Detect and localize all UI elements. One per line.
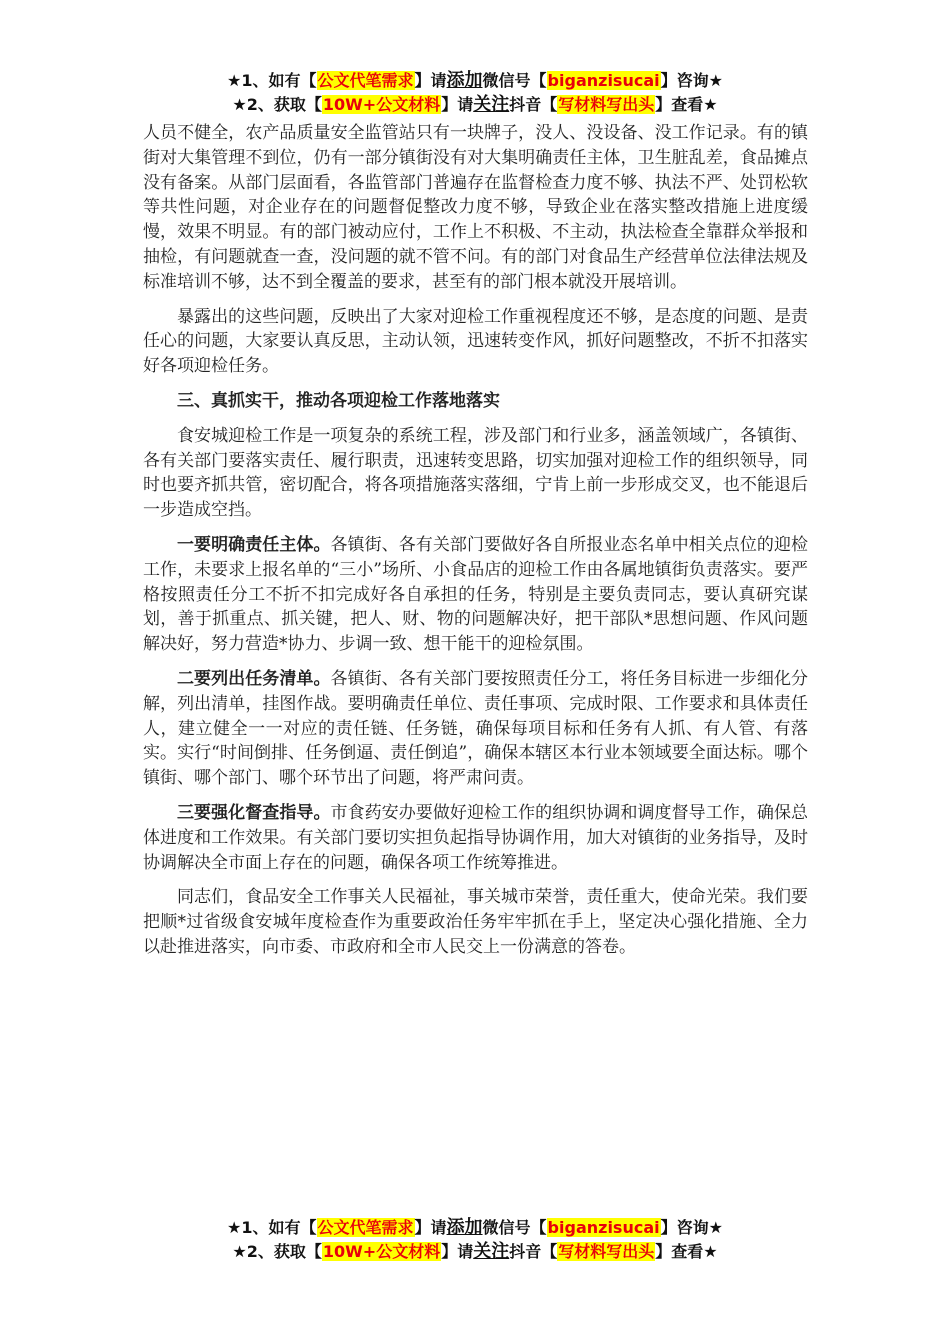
document-body [143, 121, 808, 970]
footer-banner [0, 1216, 950, 1264]
banner-emphasis-add: 添加 [446, 70, 483, 91]
banner-emphasis-add: 添加 [446, 1217, 483, 1238]
highlight-writing-service: 公文代笔需求 [317, 71, 414, 90]
paragraph-lead: 二要列出任务清单。 [177, 668, 331, 689]
banner-emphasis-follow: 关注 [473, 1241, 510, 1262]
paragraph-lead: 一要明确责任主体。 [177, 534, 331, 555]
paragraph-text: 市食药安办要做好迎检工作的组织协调和调度督导工作，确保总体进度和工作效果。有关部门要切实担负起指导协调作用，加大对镇街的业务指导，及时协调解决全市面上存在的问题，确保各项工作统筹推进。 [143, 802, 808, 873]
banner-text: 】查看★ [655, 95, 718, 114]
header-banner [0, 69, 950, 117]
banner-text: ★1、如有【 [227, 1218, 317, 1237]
banner-text: 抖音【 [509, 1242, 558, 1261]
banner-text: 】咨询★ [660, 1218, 723, 1237]
banner-text: 】咨询★ [660, 71, 723, 90]
banner-text: ★1、如有【 [227, 71, 317, 90]
paragraph [143, 533, 808, 657]
banner-line-wechat [0, 1216, 950, 1240]
paragraph [143, 667, 808, 791]
banner-line-douyin [0, 93, 950, 117]
banner-text: 微信号【 [482, 1218, 547, 1237]
highlight-douyin-account: 写材料写出头 [558, 95, 655, 114]
highlight-douyin-account: 写材料写出头 [558, 1242, 655, 1261]
banner-text: 抖音【 [509, 95, 558, 114]
highlight-wechat-id: biganzisucai [547, 71, 660, 90]
banner-text: ★2、获取【 [232, 95, 322, 114]
highlight-materials: 10W+公文材料 [322, 1242, 441, 1261]
banner-text: 微信号【 [482, 71, 547, 90]
highlight-wechat-id: biganzisucai [547, 1218, 660, 1237]
highlight-materials: 10W+公文材料 [322, 95, 441, 114]
highlight-writing-service: 公文代笔需求 [317, 1218, 414, 1237]
paragraph: 食安城迎检工作是一项复杂的系统工程，涉及部门和行业多，涵盖领域广，各镇街、各有关部门要落实责任、履行职责，迅速转变思路，切实加强对迎检工作的组织领导，同时也要齐抓共管，密切配合，将各项措施落实落细，宁肯上前一步形成交叉，也不能退后一步造成空挡。 [143, 425, 808, 521]
banner-text: 】查看★ [655, 1242, 718, 1261]
paragraph-text: 各镇街、各有关部门要做好各自所报业态名单中相关点位的迎检工作，未要求上报名单的“三小”场所、小食品店的迎检工作由各属地镇街负责落实。要严格按照责任分工不折不扣完成好各自承担的任务，特别是主要负责同志，要认真研究谋划，善于抓重点、抓关键，把人、财、物的问题解决好，把干部队*思想问题、作风问题解决好，努力营造*协力、步调一致、想干能干的迎检氛围。 [143, 534, 808, 655]
banner-text: 】请 [441, 95, 474, 114]
banner-line-douyin [0, 1240, 950, 1264]
paragraph-text: 各镇街、各有关部门要按照责任分工，将任务目标进一步细化分解，列出清单，挂图作战。要明确责任单位、责任事项、完成时限、工作要求和具体责任人，建立健全一一对应的责任链、任务链，确保每项目标和任务有人抓、有人管、有落实。实行“时间倒排、任务倒逼、责任倒追”，确保本辖区本行业本领域要全面达标。哪个镇街、哪个部门、哪个环节出了问题，将严肃问责。 [143, 668, 808, 789]
paragraph: 暴露出的这些问题，反映出了大家对迎检工作重视程度还不够，是态度的问题、是责任心的问题，大家要认真反思，主动认领，迅速转变作风，抓好问题整改，不折不扣落实好各项迎检任务。 [143, 306, 808, 377]
banner-line-wechat [0, 69, 950, 93]
banner-text: 】请 [414, 71, 447, 90]
paragraph-lead: 三要强化督查指导。 [177, 802, 331, 823]
banner-text: ★2、获取【 [232, 1242, 322, 1261]
section-heading: 三、真抓实干，推动各项迎检工作落地落实 [177, 390, 500, 411]
banner-text: 】请 [441, 1242, 474, 1261]
banner-text: 】请 [414, 1218, 447, 1237]
paragraph: 同志们，食品安全工作事关人民福祉，事关城市荣誉，责任重大，使命光荣。我们要把顺*过省级食安城年度检查作为重要政治任务牢牢抓在手上，坚定决心强化措施、全力以赴推进落实，向市委、市政府和全市人民交上一份满意的答卷。 [143, 887, 808, 957]
paragraph: 人员不健全，农产品质量安全监管站只有一块牌子，没人、没设备、没工作记录。有的镇街对大集管理不到位，仍有一部分镇街没有对大集明确责任主体，卫生脏乱差，食品摊点没有备案。从部门层面看，各监管部门普遍存在监督检查力度不够、执法不严、处罚松软等共性问题，对企业存在的问题督促整改力度不够，导致企业在落实整改措施上进度缓慢，效果不明显。有的部门被动应付，工作上不积极、不主动，执法检查全靠群众举报和抽检，有问题就查一查，没问题的就不管不问。有的部门对食品生产经营单位法律法规及标准培训不够，达不到全覆盖的要求，甚至有的部门根本就没开展培训。 [143, 123, 808, 292]
paragraph [143, 801, 808, 875]
banner-emphasis-follow: 关注 [473, 94, 510, 115]
